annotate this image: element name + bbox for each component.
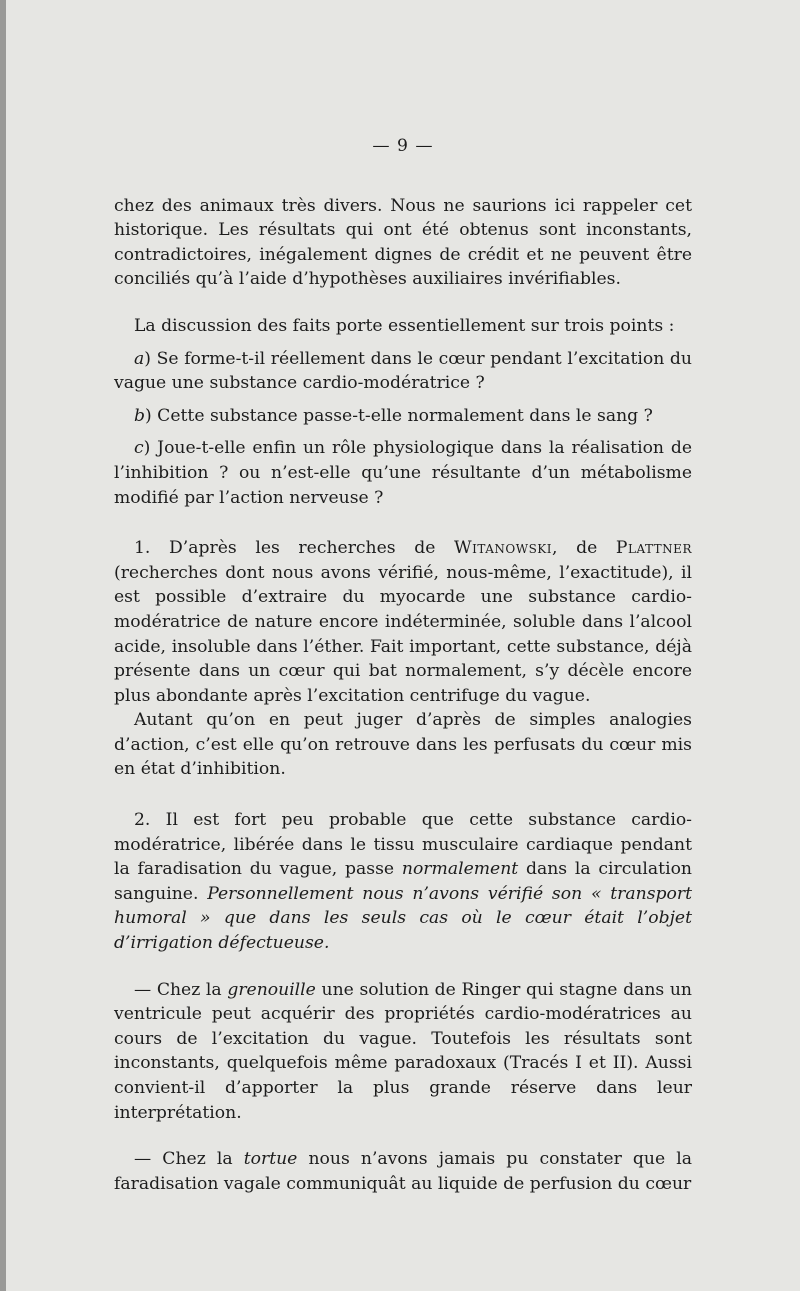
section-1: 1. D’après les recherches de Witanowski, de Plattner (recherches dont nous avons vérifié, nous-même, l’exactitude), il est possible d’extraire du myocarde une substance cardio-modératrice de nature encore indéterminée, soluble dans l’alcool acide, insoluble dans l’éther. Fait important, cette substance, déjà présente dans un cœur qui bat normalement, s’y décèle encore plus abondante après l’excitation centrifuge du vague.	[114, 538, 692, 706]
page-body	[114, 134, 692, 1196]
paragraph-grenouille: — Chez la grenouille une solution de Ringer qui stagne dans un ventricule peut acquérir des propriétés cardio-modératrices au cours de l’excitation du vague. Toutefois les résultats sont inconstants, quelquefois même paradoxaux (Tracés I et II). Aussi convient-il d’apporter la plus grande réserve dans leur interprétation.	[114, 979, 692, 1123]
paragraph-intro: chez des animaux très divers. Nous ne saurions ici rappeler cet historique. Les résultats qui ont été obtenus sont inconstants, contradictoires, inégalement dignes de crédit et ne peuvent être conciliés qu’à l’aide d’hypothèses auxiliaires invérifiables.	[114, 195, 692, 290]
section-2: 2. Il est fort peu probable que cette substance cardio-modératrice, libérée dans le tissu musculaire cardiaque pendant la faradisation du vague, passe normalement dans la circulation sanguine. Personnellement nous n’avons vérifié son « transport humoral » que dans les seuls cas où le cœur était l’objet d’irrigation défectueuse.	[114, 810, 693, 954]
paragraph-discussion: La discussion des faits porte essentiellement sur trois points :	[134, 315, 675, 336]
question-b: b) Cette substance passe-t-elle normalement dans le sang ?	[134, 405, 653, 426]
question-c: c) Joue-t-elle enfin un rôle physiologique dans la réalisation de l’inhibition ? ou n’est-elle qu’une résultante d’un métabolisme modifié par l’action nerveuse ?	[114, 438, 692, 508]
page-number: — 9 —	[372, 136, 434, 156]
section-1-continued: Autant qu’on en peut juger d’après de simples analogies d’action, c’est elle qu’on retrouve dans les perfusats du cœur mis en état d’inhibition.	[114, 710, 692, 780]
question-a: a) Se forme-t-il réellement dans le cœur pendant l’excitation du vague une substance cardio-modératrice ?	[114, 348, 692, 394]
paragraph-tortue: — Chez la tortue nous n’avons jamais pu constater que la faradisation vagale communiquât au liquide de perfusion du cœur	[114, 1149, 692, 1194]
